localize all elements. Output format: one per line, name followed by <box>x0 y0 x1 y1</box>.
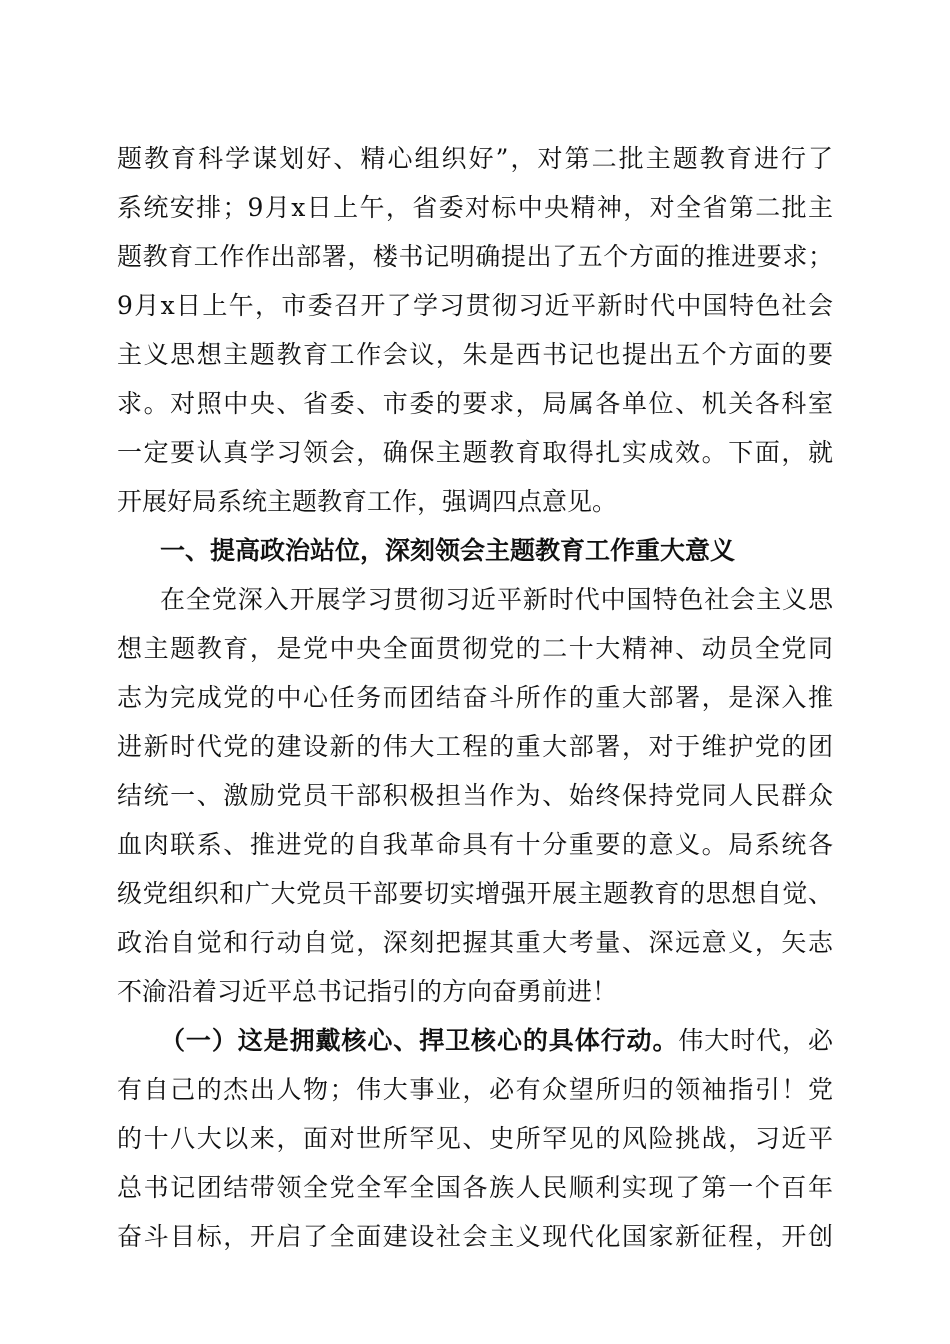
paragraph-line: 奋斗目标，开启了全面建设社会主义现代化国家新征程，开创 <box>117 1222 833 1251</box>
paragraph-line: 有自己的杰出人物；伟大事业，必有众望所归的领袖指引！党 <box>117 1075 833 1104</box>
paragraph-line: 开展好局系统主题教育工作，强调四点意见。 <box>117 487 618 516</box>
paragraph-line: 9月x日上午，市委召开了学习贯彻习近平新时代中国特色社会 <box>117 291 833 320</box>
paragraph-line: 求。对照中央、省委、市委的要求，局属各单位、机关各科室 <box>117 389 833 418</box>
paragraph-line: 结统一、激励党员干部积极担当作为、始终保持党同人民群众 <box>117 781 833 810</box>
paragraph-line: 系统安排；9月x日上午，省委对标中央精神，对全省第二批主 <box>117 193 833 222</box>
paragraph-line: 题教育工作作出部署，楼书记明确提出了五个方面的推进要求； <box>117 242 833 271</box>
paragraph-line: 政治自觉和行动自觉，深刻把握其重大考量、深远意义，矢志 <box>117 928 833 957</box>
paragraph-line: 主义思想主题教育工作会议，朱是西书记也提出五个方面的要 <box>117 340 833 369</box>
paragraph-line: 一定要认真学习领会，确保主题教育取得扎实成效。下面，就 <box>117 438 833 467</box>
paragraph-line: 进新时代党的建设新的伟大工程的重大部署，对于维护党的团 <box>117 732 833 761</box>
paragraph-line: 题教育科学谋划好、精心组织好”，对第二批主题教育进行了 <box>117 144 833 173</box>
paragraph-line: 想主题教育，是党中央全面贯彻党的二十大精神、动员全党同 <box>117 634 833 663</box>
paragraph-line: 的十八大以来，面对世所罕见、史所罕见的风险挑战，习近平 <box>117 1124 833 1153</box>
subsection-first-line <box>160 1021 833 1061</box>
paragraph-line: 不渝沿着习近平总书记指引的方向奋勇前进！ <box>117 977 618 1006</box>
subsection-first-line-rest: 伟大时代，必 <box>678 1026 833 1055</box>
paragraph-line: 血肉联系、推进党的自我革命具有十分重要的意义。局系统各 <box>117 830 833 859</box>
paragraph-line: 在全党深入开展学习贯彻习近平新时代中国特色社会主义思 <box>160 585 833 614</box>
section-heading: 一、提高政治站位，深刻领会主题教育工作重大意义 <box>160 536 736 565</box>
subsection-lead: （一）这是拥戴核心、捍卫核心的具体行动。 <box>160 1026 679 1055</box>
paragraph-line: 总书记团结带领全党全军全国各族人民顺利实现了第一个百年 <box>117 1173 833 1202</box>
paragraph-line: 志为完成党的中心任务而团结奋斗所作的重大部署，是深入推 <box>117 683 833 712</box>
paragraph-line: 级党组织和广大党员干部要切实增强开展主题教育的思想自觉、 <box>117 879 833 908</box>
